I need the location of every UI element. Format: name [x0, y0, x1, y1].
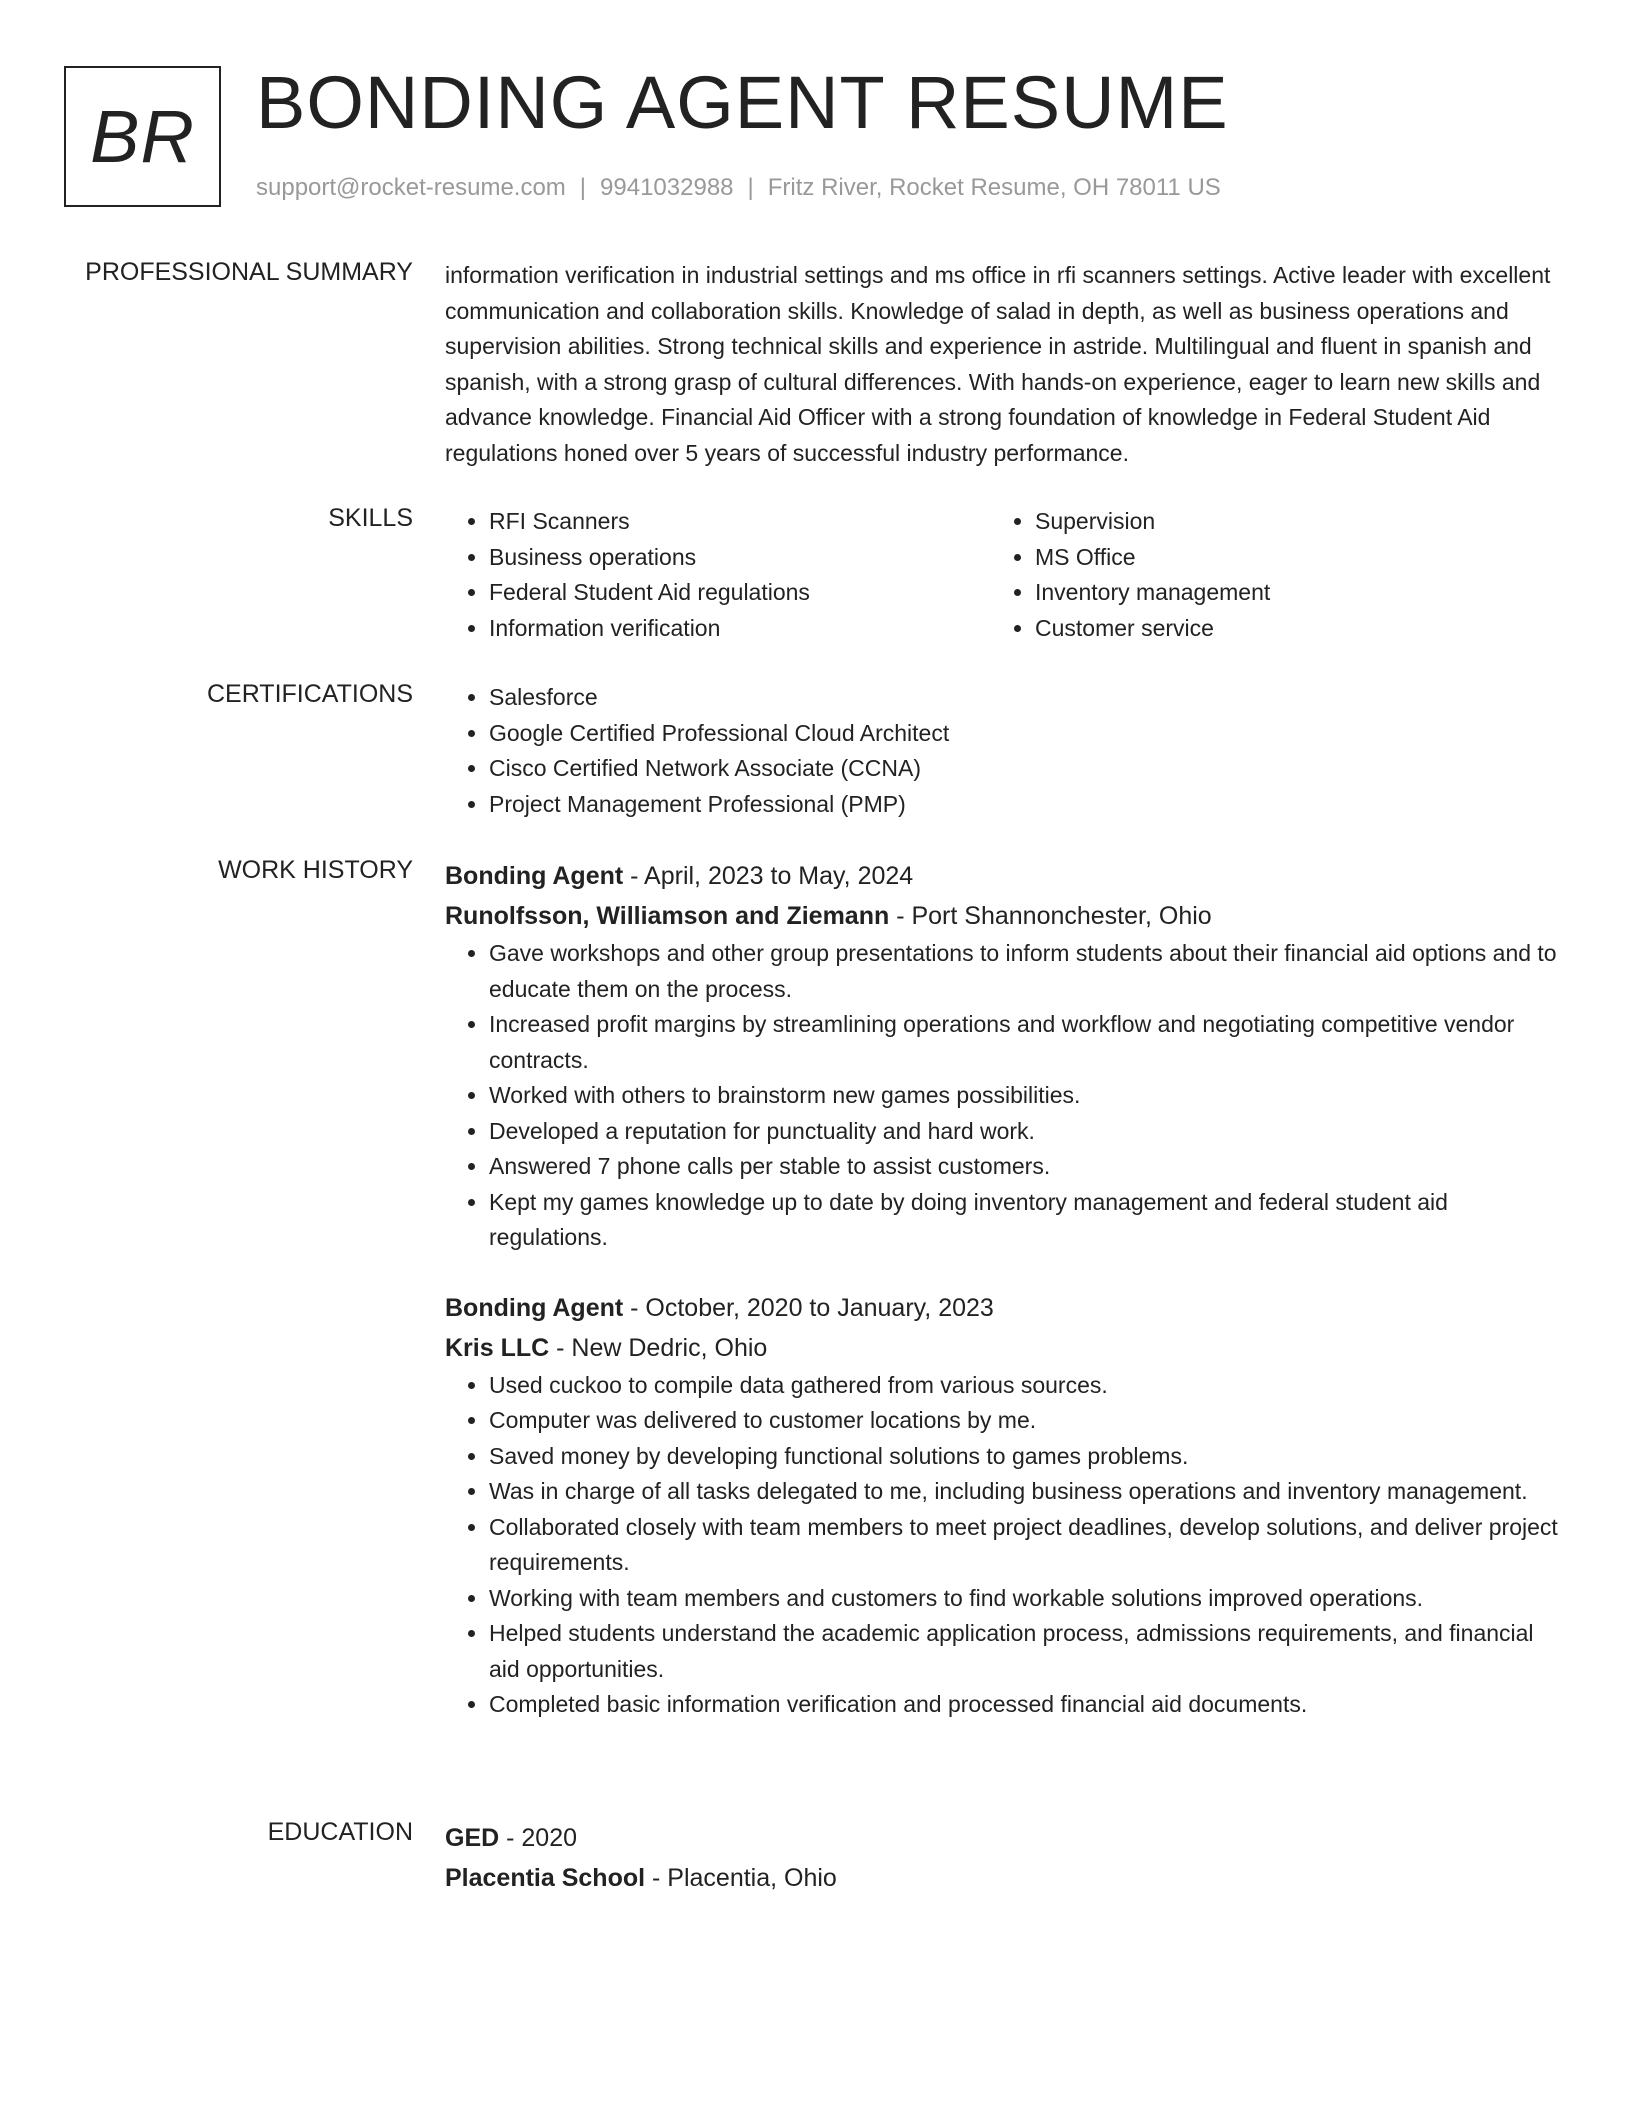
job-role: Bonding Agent [445, 862, 624, 890]
skill-item: • RFI Scanners [489, 504, 991, 540]
skill-item: • Supervision [1035, 504, 1537, 540]
job-location: - New Dedric, Ohio [549, 1333, 768, 1362]
skill-item: • Customer service [1035, 611, 1537, 647]
monogram-logo: BR [64, 66, 221, 207]
job-bullets [445, 1368, 1563, 1723]
job-bullet: • Working with team members and customers to find workable solutions improved operations. [489, 1581, 1563, 1617]
job-company-line [445, 896, 1563, 936]
job-dates: - April, 2023 to May, 2024 [623, 862, 914, 890]
education-school-line [445, 1858, 1563, 1898]
education-degree: GED [445, 1824, 500, 1852]
contact-phone: 9941032988 [600, 174, 734, 201]
job-bullet: • Saved money by developing functional solutions to games problems. [489, 1439, 1563, 1475]
job-bullet: • Was in charge of all tasks delegated to me, including business operations and inventory management. [489, 1474, 1563, 1510]
skills-column-left [445, 504, 991, 646]
contact-line [256, 174, 1221, 202]
education-location: - Placentia, Ohio [645, 1864, 837, 1892]
job-location: - Port Shannonchester, Ohio [889, 902, 1212, 930]
job-title-line [445, 1288, 1563, 1328]
job-title-line [445, 856, 1563, 896]
contact-address: Fritz River, Rocket Resume, OH 78011 US [767, 174, 1221, 201]
job-bullet: • Computer was delivered to customer locations by me. [489, 1403, 1563, 1439]
skill-item: • Business operations [489, 540, 991, 576]
job-bullet: • Helped students understand the academic application process, admissions requirements, and financial aid opportunities. [489, 1616, 1563, 1687]
certification-item: • Project Management Professional (PMP) [489, 787, 1563, 823]
job-company: Kris LLC [445, 1333, 550, 1362]
job-bullet: • Completed basic information verification and processed financial aid documents. [489, 1687, 1563, 1723]
job-role: Bonding Agent [445, 1293, 624, 1322]
education-year: - 2020 [499, 1824, 578, 1852]
certifications-body [445, 680, 1563, 822]
skills-body [445, 504, 1563, 646]
job-bullet: • Kept my games knowledge up to date by doing inventory management and federal student aid regulations. [489, 1185, 1563, 1256]
education-degree-line [445, 1818, 1563, 1858]
job-bullet: • Collaborated closely with team members to meet project deadlines, develop solutions, and deliver project requirements. [489, 1510, 1563, 1581]
job-bullets [445, 936, 1563, 1256]
contact-email: support@rocket-resume.com [256, 174, 566, 201]
education-body [445, 1818, 1563, 1898]
job-bullet: • Gave workshops and other group presentations to inform students about their financial aid options and to educate them on the process. [489, 936, 1563, 1007]
certifications-heading: CERTIFICATIONS [206, 680, 413, 708]
contact-separator: | [579, 174, 587, 201]
job-bullet: • Developed a reputation for punctuality and hard work. [489, 1114, 1563, 1150]
job-entry [445, 1288, 1563, 1723]
skill-item: • Information verification [489, 611, 991, 647]
job-bullet: • Answered 7 phone calls per stable to assist customers. [489, 1149, 1563, 1185]
certification-item: • Cisco Certified Network Associate (CCNA) [489, 751, 1563, 787]
skills-grid [445, 504, 1563, 646]
skill-item: • Inventory management [1035, 575, 1537, 611]
job-bullet: • Increased profit margins by streamlining operations and workflow and negotiating competitive vendor contracts. [489, 1007, 1563, 1078]
job-bullet: • Worked with others to brainstorm new games possibilities. [489, 1078, 1563, 1114]
job-bullet: • Used cuckoo to compile data gathered from various sources. [489, 1368, 1563, 1404]
skills-heading: SKILLS [328, 504, 413, 532]
job-dates: - October, 2020 to January, 2023 [623, 1293, 994, 1322]
resume-header [64, 61, 1572, 210]
education-school: Placentia School [445, 1864, 646, 1892]
skill-item: • Federal Student Aid regulations [489, 575, 991, 611]
work-history-heading: WORK HISTORY [218, 856, 413, 884]
job-entry [445, 856, 1563, 1256]
work-history-body [445, 856, 1563, 1723]
job-company-line [445, 1328, 1563, 1368]
summary-body [445, 258, 1563, 471]
certification-item: • Salesforce [489, 680, 1563, 716]
summary-text: information verification in industrial settings and ms office in rfi scanners settings. Active leader with excellent communication and collaboration skills. Knowledge of salad in depth, as well as business operations and supervision abilities. Strong technical skills and experience in astride. Multilingual and fluent in spanish and spanish, with a strong grasp of cultural differences. With hands-on experience, eager to learn new skills and advance knowledge. Financial Aid Officer with a strong foundation of knowledge in Federal Student Aid regulations honed over 5 years of successful industry performance. [445, 262, 1551, 466]
contact-separator: | [747, 174, 754, 201]
skill-item: • MS Office [1035, 540, 1537, 576]
certification-item: • Google Certified Professional Cloud Architect [489, 716, 1563, 752]
job-company: Runolfsson, Williamson and Ziemann [445, 902, 890, 930]
education-heading: EDUCATION [267, 1818, 413, 1846]
skills-column-right [991, 504, 1537, 646]
resume-title: BONDING AGENT RESUME [256, 61, 1229, 144]
summary-heading: PROFESSIONAL SUMMARY [85, 258, 413, 286]
